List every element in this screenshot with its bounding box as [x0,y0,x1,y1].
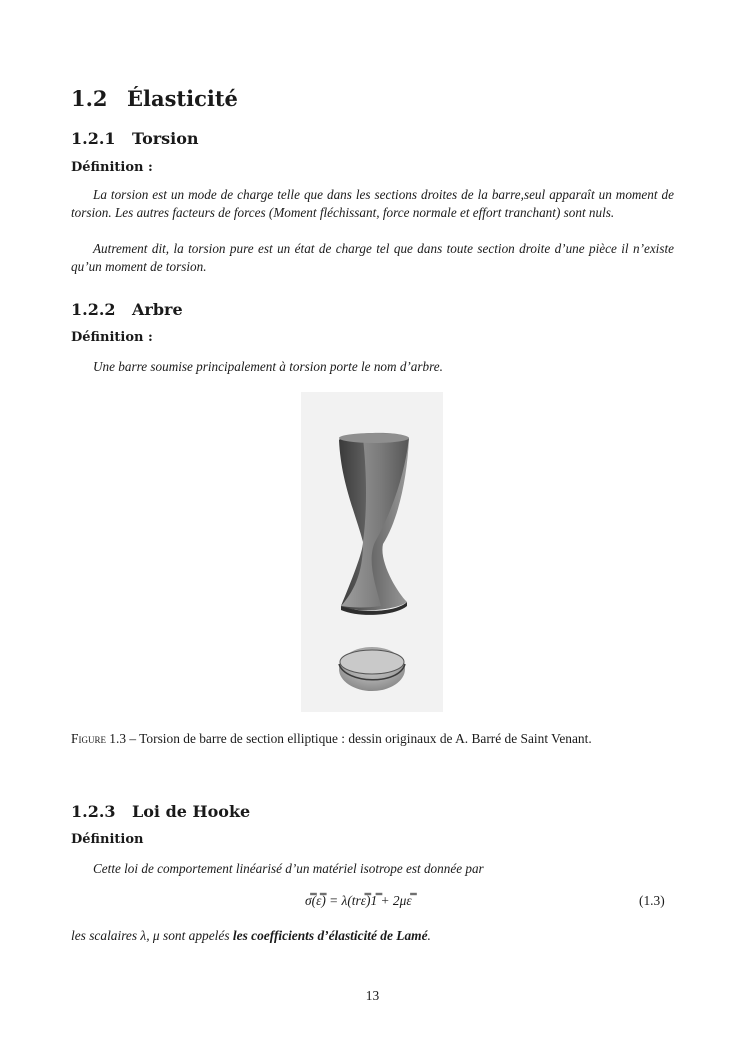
subsection-heading-arbre [71,300,183,319]
subsection-number: 1.2.1 [71,129,116,148]
figure-label: Figure 1.3 [71,731,127,746]
hooke-law-formula: σ̿(ε̿) = λ(trε̿)1̿ + 2με̿ [305,893,412,908]
page-number: 13 [365,988,380,1003]
torsion-definition-paragraph-2: Autrement dit, la torsion pure est un état de charge tel que dans toute section droite d’une pièce il n’existe qu’un moment de torsion. [71,241,674,274]
torsion-definition-paragraph: La torsion est un mode de charge telle que dans les sections droites de la barre,seul apparaît un moment de torsion. Les autres facteurs de forces (Moment fléchissant, force normale et effort tranchant) sont nuls. [71,187,674,220]
arbre-definition-paragraph: Une barre soumise principalement à torsion porte le nom d’arbre. [93,359,443,374]
section-heading [71,86,238,111]
lame-sentence [71,928,431,944]
definition-label: Définition : [71,160,153,175]
hooke-definition-paragraph: Cette loi de comportement linéarisé d’un matériel isotrope est donnée par [93,861,484,876]
section-title: Élasticité [127,86,238,111]
figure-caption [71,729,674,748]
subsection-title: Loi de Hooke [132,802,251,821]
subsection-title: Torsion [132,129,199,148]
lame-coefficients-term: les coefficients d’élasticité de Lamé [232,928,428,943]
section-number: 1.2 [71,86,108,111]
subsection-title: Arbre [132,300,183,319]
twisted-bar-illustration [301,392,443,712]
figure-caption-text: – Torsion de barre de section elliptique : dessin originaux de A. Barré de Saint Venant. [126,731,592,746]
lame-suffix: . [427,928,431,943]
subsection-number: 1.2.2 [71,300,116,319]
equation-number: (1.3) [639,893,665,908]
twisted-bar-figure [301,392,443,712]
definition-label: Définition : [71,330,153,345]
lame-prefix: les scalaires λ, μ sont appelés [71,928,233,943]
equation-row [0,893,745,915]
subsection-heading-torsion [71,129,199,148]
definition-label: Définition [71,832,144,847]
subsection-heading-hooke [71,802,250,821]
subsection-number: 1.2.3 [71,802,116,821]
